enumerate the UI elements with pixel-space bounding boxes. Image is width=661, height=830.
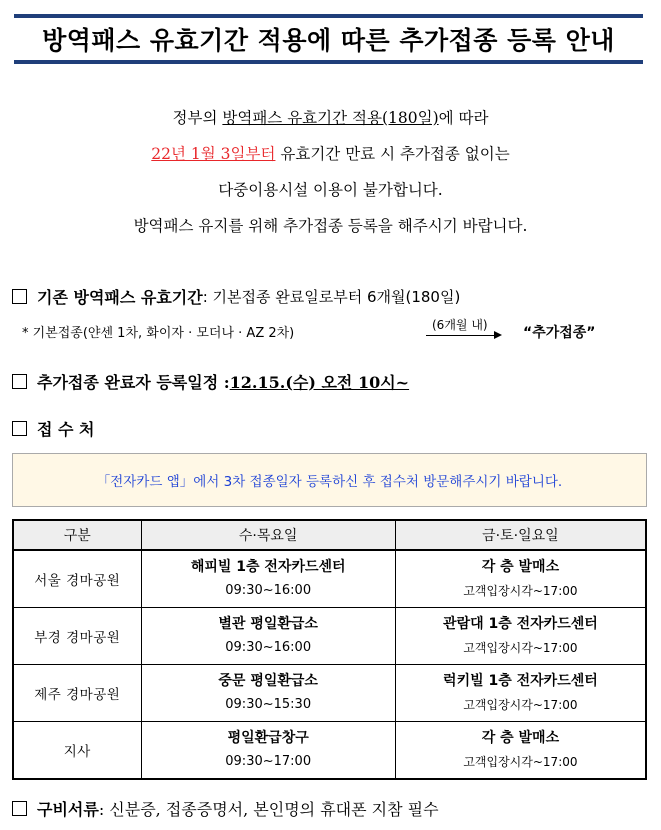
section-reception	[12, 417, 95, 440]
booster-label: “추가접종”	[523, 325, 596, 341]
weekday-cell	[142, 608, 396, 665]
arrow	[426, 316, 504, 342]
primary-vaccination-note: * 기본접종(얀센 1차, 화이자 · 모더나 · AZ 2차)	[22, 326, 295, 341]
checkbox-icon	[12, 374, 27, 389]
title-banner	[14, 14, 643, 64]
weekday-cell	[142, 551, 396, 608]
header-wed-thu: 수·목요일	[142, 521, 396, 551]
intro-line-1-suffix: 에 따라	[438, 109, 489, 127]
weekend-cell	[396, 608, 645, 665]
table-row	[14, 551, 645, 608]
weekend-hours: 고객입장시각~17:00	[463, 641, 578, 655]
weekday-hours: 09:30~17:00	[225, 754, 312, 769]
intro-line-2	[0, 136, 661, 172]
weekday-hours: 09:30~16:00	[225, 640, 312, 655]
weekday-location: 별관 평일환급소	[218, 616, 318, 632]
title-rule	[14, 14, 643, 64]
weekend-location: 럭키빌 1층 전자카드센터	[443, 673, 598, 689]
checkbox-icon	[12, 801, 27, 816]
intro-line-2-suffix: 유효기간 만료 시 추가접종 없이는	[275, 145, 510, 163]
schedule-value: 12.15.(수) 오전 10시~	[229, 373, 410, 392]
documents-label: 구비서류	[37, 800, 99, 819]
venue-cell: 지사	[14, 722, 142, 778]
weekday-cell	[142, 722, 396, 778]
arrow-right-icon	[494, 331, 502, 339]
weekend-hours: 고객입장시각~17:00	[463, 584, 578, 598]
section-schedule	[12, 370, 409, 393]
intro-paragraph	[0, 100, 661, 244]
header-fri-sun: 금·토·일요일	[396, 521, 645, 551]
weekend-cell	[396, 665, 645, 722]
weekend-cell	[396, 551, 645, 608]
page-title: 방역패스 유효기간 적용에 따른 추가접종 등록 안내	[42, 26, 615, 55]
reception-label: 접 수 처	[37, 420, 95, 439]
venue-cell: 부경 경마공원	[14, 608, 142, 665]
table-header-row	[14, 521, 645, 551]
venue-cell: 제주 경마공원	[14, 665, 142, 722]
weekday-cell	[142, 665, 396, 722]
intro-line-1	[0, 100, 661, 136]
weekday-location: 해피빌 1층 전자카드센터	[190, 559, 346, 575]
validity-label: 기존 방역패스 유효기간	[37, 288, 203, 307]
weekday-location: 평일환급창구	[227, 730, 309, 746]
checkbox-icon	[12, 289, 27, 304]
weekend-cell	[396, 722, 645, 778]
weekend-location: 관람대 1층 전자카드센터	[443, 616, 598, 632]
venue-cell: 서울 경마공원	[14, 551, 142, 608]
documents-value: : 신분증, 접종증명서, 본인명의 휴대폰 지참 필수	[98, 800, 439, 819]
weekend-location: 각 층 발매소	[481, 730, 560, 746]
weekend-location: 각 층 발매소	[481, 559, 560, 575]
intro-line-1-prefix: 정부의	[172, 109, 223, 127]
table-row	[14, 608, 645, 665]
section-documents	[12, 797, 439, 820]
arrow-line	[426, 335, 498, 336]
arrow-label: (6개월 내)	[432, 318, 488, 332]
weekday-hours: 09:30~16:00	[225, 583, 312, 598]
weekday-hours: 09:30~15:30	[225, 697, 312, 712]
weekday-location: 중문 평일환급소	[218, 673, 318, 689]
table-row	[14, 665, 645, 722]
header-category: 구분	[14, 521, 142, 551]
weekend-hours: 고객입장시각~17:00	[463, 698, 578, 712]
intro-line-1-underlined: 방역패스 유효기간 적용(180일)	[222, 109, 439, 127]
schedule-table	[12, 519, 647, 780]
section-validity	[12, 285, 460, 308]
checkbox-icon	[12, 421, 27, 436]
schedule-label: 추가접종 완료자 등록일정 :	[37, 373, 230, 392]
notice-box: 「전자카드 앱」에서 3차 접종일자 등록하신 후 접수처 방문해주시기 바랍니다.	[12, 453, 647, 507]
intro-effective-date: 22년 1월 3일부터	[151, 145, 276, 163]
validity-value: : 기본접종 완료일로부터 6개월(180일)	[202, 288, 461, 306]
weekend-hours: 고객입장시각~17:00	[463, 755, 578, 769]
intro-line-4: 방역패스 유지를 위해 추가접종 등록을 해주시기 바랍니다.	[133, 217, 528, 235]
table-row	[14, 722, 645, 778]
intro-line-3: 다중이용시설 이용이 불가합니다.	[218, 181, 443, 199]
